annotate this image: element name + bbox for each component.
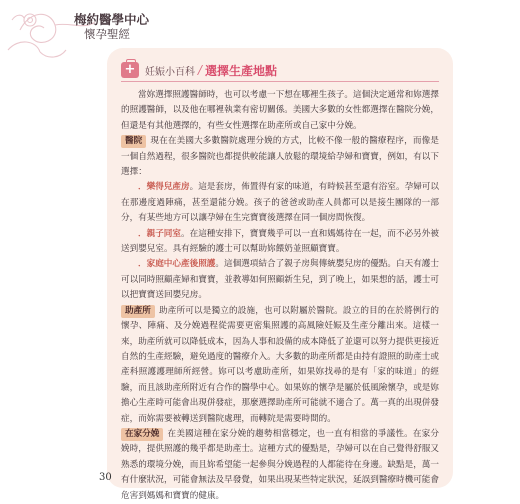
bullet-item <box>121 227 439 258</box>
bullet-item <box>121 180 439 226</box>
page-header <box>74 12 149 41</box>
panel-title: 選擇生產地點 <box>205 63 278 78</box>
first-aid-kit-icon <box>121 62 139 78</box>
hospital-paragraph <box>121 134 439 180</box>
intro-paragraph: 當妳選擇照護醫師時，也可以考慮一下想在哪裡生孩子。這個決定通常和妳選擇的照護醫師，以及他在哪裡執業有密切關係。美國大多數的女性都選擇在醫院分娩，但還是有其他選擇的，有些女性選擇在助產所或自己家中分娩。 <box>121 90 439 131</box>
bullet-text: 。這個選項結合了親子房與傳統嬰兒房的優點。白天有護士可以同時照顧產婦和寶寶，並教導如何照顧新生兒，到了晚上，如果想的話，護士可以把寶寶送回嬰兒房。 <box>121 259 439 301</box>
bullet-text: 。在這種安排下，寶寶幾乎可以一直和媽媽待在一起，而不必另外被送到嬰兒室。具有經驗的護士可以幫助妳餵奶並照顧寶寶。 <box>121 228 439 255</box>
midwife-paragraph <box>121 304 439 427</box>
panel-heading <box>121 60 277 80</box>
article-body <box>121 88 439 504</box>
midwife-tag: 助產所 <box>121 305 155 318</box>
hospital-tag: 醫院 <box>121 135 146 148</box>
bullet-title: ．樂得兒產房 <box>138 182 190 193</box>
bullet-title: ．親子同室 <box>138 228 181 239</box>
panel-label: 妊娠小百科 <box>145 66 195 78</box>
home-birth-text: 在美國這種在家分娩的趨勢相當穩定，也一直有相當的爭議性。在家分娩時，提供照護的幾乎都是助產士。這種方式的優點是，孕婦可以在自己覺得舒服又熟悉的環境分娩，而且妳希望能一起參與分娩過程的人都能待在身邊。缺點是，萬一有什麼狀況，可能會無法及早發覺，如果出現某些特定狀況，延誤到醫療時機可能會危害到媽媽和寶寶的健康。 <box>121 428 439 501</box>
bullet-title: ．家庭中心產後照護 <box>138 259 216 270</box>
title-underline <box>121 81 439 82</box>
bullet-text: 。這是套房，佈置得有家的味道，有時候甚至還有浴室。孕婦可以在那邊度過陣痛，甚至還能分娩。孩子的爸爸或助產人員都可以是接生團隊的一部分，有某些地方可以讓孕婦在生完寶寶後選擇在同一個房間恢復。 <box>121 182 439 224</box>
bullet-item <box>121 257 439 303</box>
midwife-text: 助產所可以是獨立的設施，也可以附屬於醫院。設立的目的在於將例行的懷孕、陣痛、及分娩過程從需要更密集照護的高風險妊娠及生產分離出來。這樣一來，助產所就可以降低成本，因為人事和設備的成本降低了並還可以努力提供更接近自然的生產經驗，避免過度的醫療介入。大多數的助產所都是由持有證照的助產士或產科照護護理師所經營。妳可以考慮助產所，如果妳找尋的是有「家的味道」的經驗，而且該助產所附近有合作的醫學中心。如果妳的懷孕是屬於低風險懷孕，或是妳擔心生產時可能會出現併發症，那麼選擇助產所可能就不適合了。萬一真的出現併發症，而妳需要被轉送到醫院處理，而轉院是需要時間的。 <box>121 305 439 424</box>
panel-separator: / <box>198 63 203 77</box>
home-birth-paragraph <box>121 427 439 504</box>
page-number: 30 <box>99 472 112 483</box>
book-subtitle: 懷孕聖經 <box>84 27 130 41</box>
info-panel <box>107 48 453 501</box>
hospital-text: 現在在美國大多數醫院處理分娩的方式，比較不像一般的醫療程序，而像是一個自然過程，很多醫院也都提供較能讓人放鬆的環境給孕婦和寶寶，例如，有以下選擇： <box>121 136 439 178</box>
home-birth-tag: 在家分娩 <box>121 428 163 441</box>
book-title: 梅約醫學中心 <box>74 12 150 27</box>
